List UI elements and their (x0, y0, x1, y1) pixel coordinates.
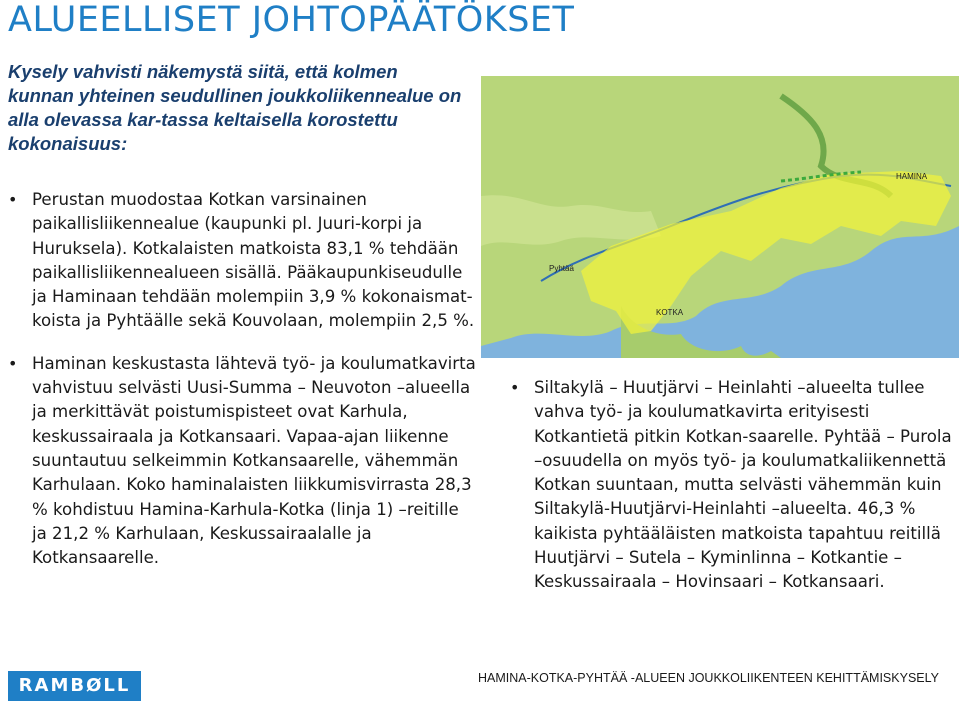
bullet-text: Perustan muodostaa Kotkan varsinainen paikallisliikennealue (kaupunki pl. Juuri-korpi ja Huruksela). Kotkalaisten matkoista 83,1 % tehdään paikallisliikennealueen sisällä. Pääkaupunkiseudulle ja Haminaan tehdään molempiin 3,9 % kokonaismat-koista ja Pyhtäälle sekä Kouvolaan, molempiin 2,5 %. (32, 190, 475, 331)
bullet-text: Haminan keskustasta lähtevä työ- ja koulumatkavirta vahvistuu selvästi Uusi-Summa – Neuvoton –alueella ja merkittävät poistumispisteet ovat Karhula, keskussairaala ja Kotkansaari. Vapaa-ajan liikenne suuntautuu selkeimmin Kotkansaarelle, vähemmän Karhulaan. Koko haminalaisten liikkumisvirrasta 28,3 % kohdistuu Hamina-Karhula-Kotka (linja 1) –reitille ja 21,2 % Karhulaan, Keskussairaalalle ja Kotkansaarelle. (32, 353, 476, 568)
footer-text: HAMINA-KOTKA-PYHTÄÄ -ALUEEN JOUKKOLIIKENTEEN KEHITTÄMISKYSELY (478, 671, 939, 685)
ramboll-logo (8, 671, 141, 701)
left-bullet-list (8, 188, 476, 570)
intro-text: Kysely vahvisti näkemystä siitä, että kolmen kunnan yhteinen seudullinen joukkoliikennealue on alla olevassa kar-tassa keltaisella korostettu kokonaisuus: (8, 61, 462, 154)
bullet-dot-icon: • (8, 353, 18, 373)
bullet-dot-icon: • (510, 378, 520, 397)
map-label-pyhtaa: Pyhtää (549, 264, 574, 273)
logo-text: RAMBØLL (18, 675, 131, 696)
bullet-dot-icon: • (8, 190, 18, 209)
map-label-kotka: KOTKA (656, 308, 684, 317)
region-map (481, 76, 959, 358)
slide-title: ALUEELLISET JOHTOPÄÄTÖKSET (8, 0, 575, 40)
bullet-text: Siltakylä – Huutjärvi – Heinlahti –alueelta tullee vahva työ- ja koulumatkavirta erityisesti Kotkantietä pitkin Kotkan-saarelle. Pyhtää – Purola –osuudella on myös työ- ja koulumatkaliikennettä Kotkan suuntaan, mutta selvästi vähemmän kuin Siltakylä-Huutjärvi-Heinlahti –alueelta. 46,3 % kaikista pyhtääläisten matkoista tapahtuu reitillä Huutjärvi – Sutela – Kyminlinna – Kotkantie – Keskussairaala – Hovinsaari – Kotkansaari. (534, 378, 952, 592)
bullet-item (8, 188, 476, 334)
bullet-item (8, 352, 476, 571)
map-label-hamina: HAMINA (896, 172, 928, 181)
right-bullet-list (510, 376, 958, 595)
map-image (481, 76, 959, 358)
bullet-item (510, 376, 958, 595)
